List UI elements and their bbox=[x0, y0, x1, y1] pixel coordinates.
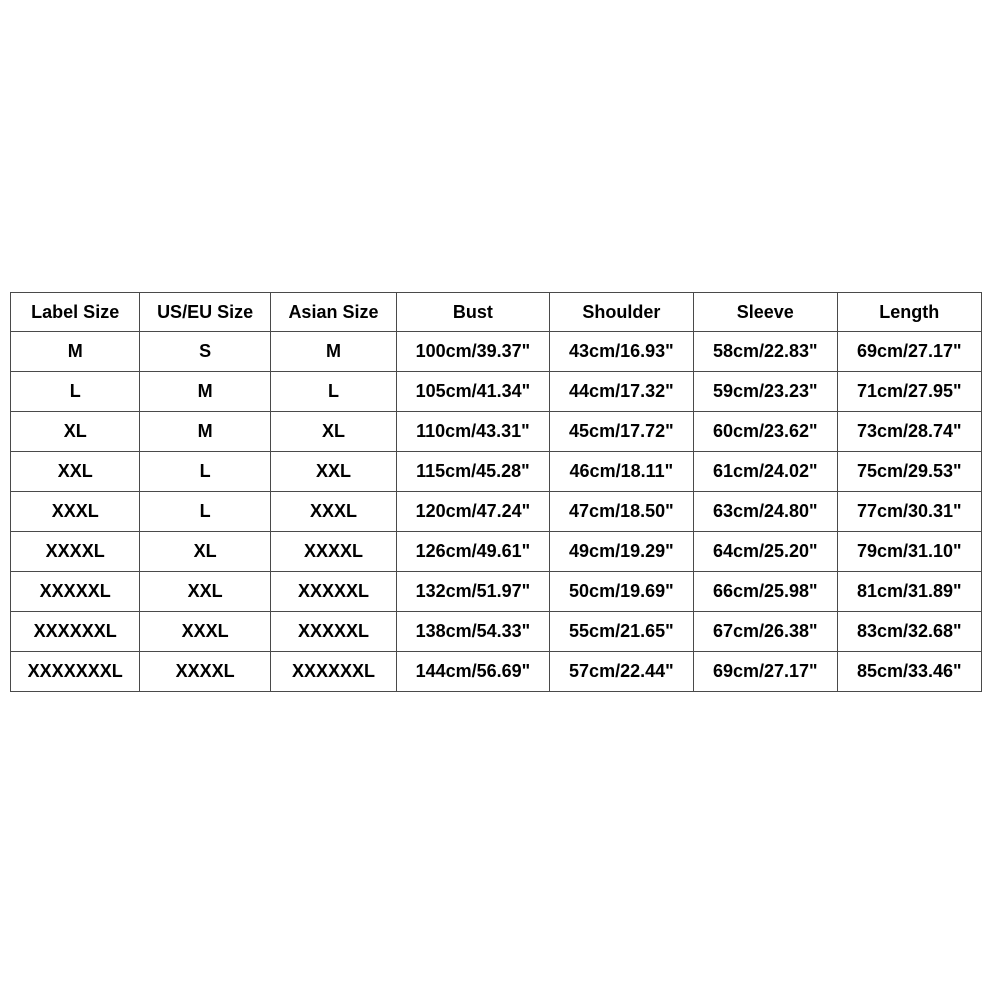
cell-sleeve: 66cm/25.98" bbox=[694, 572, 837, 612]
cell-label-size: XXXXL bbox=[11, 532, 140, 572]
cell-us-eu-size: XL bbox=[140, 532, 270, 572]
cell-shoulder: 45cm/17.72" bbox=[549, 412, 693, 452]
cell-asian-size: XXXL bbox=[270, 492, 396, 532]
cell-shoulder: 55cm/21.65" bbox=[549, 612, 693, 652]
cell-label-size: XL bbox=[11, 412, 140, 452]
cell-asian-size: XXL bbox=[270, 452, 396, 492]
cell-length: 83cm/32.68" bbox=[837, 612, 982, 652]
cell-shoulder: 57cm/22.44" bbox=[549, 652, 693, 692]
cell-sleeve: 58cm/22.83" bbox=[694, 332, 837, 372]
cell-length: 73cm/28.74" bbox=[837, 412, 982, 452]
cell-sleeve: 69cm/27.17" bbox=[694, 652, 837, 692]
cell-label-size: M bbox=[11, 332, 140, 372]
cell-length: 69cm/27.17" bbox=[837, 332, 982, 372]
cell-label-size: XXXXXXXL bbox=[11, 652, 140, 692]
cell-sleeve: 64cm/25.20" bbox=[694, 532, 837, 572]
table-row bbox=[11, 612, 982, 652]
size-chart-table bbox=[10, 292, 982, 692]
cell-sleeve: 63cm/24.80" bbox=[694, 492, 837, 532]
header-bust: Bust bbox=[397, 293, 549, 332]
cell-asian-size: XXXXXL bbox=[270, 572, 396, 612]
cell-sleeve: 67cm/26.38" bbox=[694, 612, 837, 652]
cell-us-eu-size: XXL bbox=[140, 572, 270, 612]
cell-label-size: XXXXXL bbox=[11, 572, 140, 612]
table-row bbox=[11, 572, 982, 612]
cell-bust: 105cm/41.34" bbox=[397, 372, 549, 412]
cell-asian-size: XXXXXXL bbox=[270, 652, 396, 692]
cell-bust: 120cm/47.24" bbox=[397, 492, 549, 532]
cell-asian-size: M bbox=[270, 332, 396, 372]
cell-us-eu-size: S bbox=[140, 332, 270, 372]
table-row bbox=[11, 652, 982, 692]
cell-us-eu-size: M bbox=[140, 372, 270, 412]
cell-length: 71cm/27.95" bbox=[837, 372, 982, 412]
cell-us-eu-size: M bbox=[140, 412, 270, 452]
cell-asian-size: L bbox=[270, 372, 396, 412]
cell-label-size: L bbox=[11, 372, 140, 412]
header-label-size: Label Size bbox=[11, 293, 140, 332]
header-sleeve: Sleeve bbox=[694, 293, 837, 332]
header-length: Length bbox=[837, 293, 982, 332]
cell-us-eu-size: XXXL bbox=[140, 612, 270, 652]
cell-bust: 126cm/49.61" bbox=[397, 532, 549, 572]
header-asian-size: Asian Size bbox=[270, 293, 396, 332]
table-row bbox=[11, 412, 982, 452]
table-row bbox=[11, 492, 982, 532]
cell-bust: 100cm/39.37" bbox=[397, 332, 549, 372]
cell-bust: 110cm/43.31" bbox=[397, 412, 549, 452]
cell-shoulder: 44cm/17.32" bbox=[549, 372, 693, 412]
cell-label-size: XXL bbox=[11, 452, 140, 492]
cell-asian-size: XXXXXL bbox=[270, 612, 396, 652]
cell-shoulder: 47cm/18.50" bbox=[549, 492, 693, 532]
cell-label-size: XXXL bbox=[11, 492, 140, 532]
cell-sleeve: 59cm/23.23" bbox=[694, 372, 837, 412]
cell-us-eu-size: XXXXL bbox=[140, 652, 270, 692]
cell-asian-size: XXXXL bbox=[270, 532, 396, 572]
cell-shoulder: 46cm/18.11" bbox=[549, 452, 693, 492]
cell-sleeve: 61cm/24.02" bbox=[694, 452, 837, 492]
cell-length: 79cm/31.10" bbox=[837, 532, 982, 572]
header-row bbox=[11, 293, 982, 332]
table-row bbox=[11, 532, 982, 572]
cell-shoulder: 49cm/19.29" bbox=[549, 532, 693, 572]
table-row bbox=[11, 332, 982, 372]
cell-us-eu-size: L bbox=[140, 492, 270, 532]
table-row bbox=[11, 372, 982, 412]
cell-label-size: XXXXXXL bbox=[11, 612, 140, 652]
cell-us-eu-size: L bbox=[140, 452, 270, 492]
cell-bust: 138cm/54.33" bbox=[397, 612, 549, 652]
header-us-eu-size: US/EU Size bbox=[140, 293, 270, 332]
cell-asian-size: XL bbox=[270, 412, 396, 452]
cell-length: 85cm/33.46" bbox=[837, 652, 982, 692]
cell-sleeve: 60cm/23.62" bbox=[694, 412, 837, 452]
cell-length: 81cm/31.89" bbox=[837, 572, 982, 612]
cell-length: 75cm/29.53" bbox=[837, 452, 982, 492]
header-shoulder: Shoulder bbox=[549, 293, 693, 332]
cell-bust: 144cm/56.69" bbox=[397, 652, 549, 692]
cell-shoulder: 50cm/19.69" bbox=[549, 572, 693, 612]
cell-bust: 115cm/45.28" bbox=[397, 452, 549, 492]
cell-bust: 132cm/51.97" bbox=[397, 572, 549, 612]
table-row bbox=[11, 452, 982, 492]
cell-shoulder: 43cm/16.93" bbox=[549, 332, 693, 372]
cell-length: 77cm/30.31" bbox=[837, 492, 982, 532]
